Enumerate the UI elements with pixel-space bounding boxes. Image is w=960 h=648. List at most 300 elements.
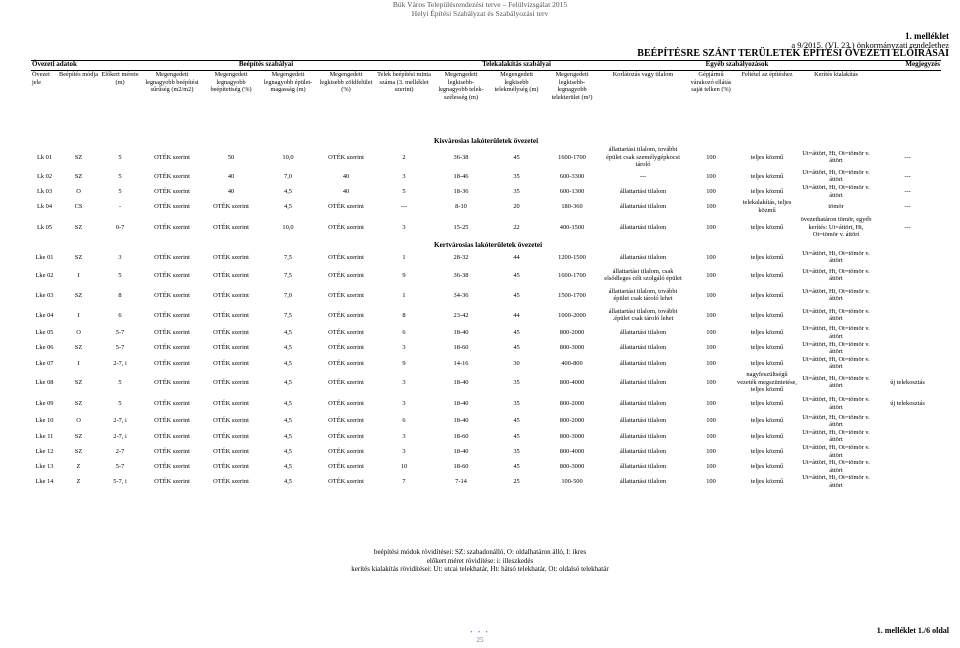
table-cell: ---: [904, 187, 911, 195]
table-cell: teljes közmű: [750, 223, 784, 231]
table-cell: teljes közmű: [750, 271, 784, 279]
group-zone-data: Övezeti adatok: [31, 61, 99, 71]
table-cell: 5-7, i: [113, 478, 127, 486]
table-cell: új telekosztás: [890, 399, 925, 407]
zone-code: Lke 06: [35, 344, 54, 352]
table-cell: 40: [227, 172, 235, 180]
table-cell: 36-38: [453, 271, 469, 279]
table-cell: OTÉK szerint: [328, 417, 364, 425]
table-cell: SZ: [74, 344, 83, 352]
table-body: [31, 137, 941, 490]
table-cell: 40: [342, 187, 350, 195]
table-cell: 4,5: [284, 417, 293, 425]
table-cell: 18-60: [453, 344, 469, 352]
group-building-rules: Beépítés szabályai: [99, 61, 433, 71]
zone-code: Lk 03: [36, 187, 53, 195]
table-cell: OTÉK szerint: [328, 329, 364, 337]
table-cell: SZ: [74, 153, 83, 161]
table-cell: 100: [706, 447, 716, 455]
table-cell: 800-4000: [559, 447, 585, 455]
table-cell: 28-32: [453, 253, 469, 261]
column-header-15: [874, 71, 941, 138]
column-header-2: Előkert mérete (m): [101, 71, 139, 86]
table-cell: ---: [904, 202, 911, 210]
group-header-row: [31, 61, 941, 71]
table-row: [31, 265, 941, 285]
table-cell: 7,5: [284, 253, 293, 261]
table-cell: 3: [402, 223, 406, 231]
table-cell: teljes közmű: [750, 153, 784, 161]
table-cell: 35: [513, 172, 520, 180]
table-cell: 800-2000: [559, 399, 585, 407]
table-cell: OTÉK szerint: [154, 223, 190, 231]
table-cell: OTÉK szerint: [328, 202, 364, 210]
zoning-table: [31, 60, 941, 490]
table-cell: 7: [402, 478, 406, 486]
column-header-12: Gépjármű várakozó ellátás saját telken (%): [690, 71, 732, 94]
legend-line: beépítési módok rövidítései: SZ: szabadonálló, O: oldalhatáron álló, I: ikres: [373, 548, 587, 556]
table-cell: O: [76, 417, 81, 425]
table-cell: 100: [706, 344, 716, 352]
table-cell: 35: [513, 447, 520, 455]
table-cell: 18-40: [453, 417, 469, 425]
table-cell: 400-1500: [559, 223, 585, 231]
table-cell: OTÉK szerint: [213, 344, 249, 352]
table-row: [31, 371, 941, 394]
table-row: [31, 146, 941, 169]
table-cell: ---: [904, 172, 911, 180]
zone-code: Lk 02: [36, 172, 53, 180]
table-cell: teljes közmű: [750, 417, 784, 425]
table-cell: Ut=áttört, Ht, Ot=tömör v. áttört: [802, 325, 870, 340]
table-cell: 14-16: [453, 359, 469, 367]
table-cell: OTÉK szerint: [328, 253, 364, 261]
table-cell: 3: [402, 344, 406, 352]
table-cell: OTÉK szerint: [213, 359, 249, 367]
table-cell: ---: [904, 223, 911, 231]
table-cell: 800-4000: [559, 378, 585, 386]
table-cell: teljes közmű: [750, 172, 784, 180]
section-spacer: [686, 137, 941, 146]
page-dots: • • •: [470, 630, 490, 636]
table-cell: 45: [513, 153, 520, 161]
table-cell: 5: [402, 187, 406, 195]
table-cell: OTÉK szerint: [154, 344, 190, 352]
table-cell: OTÉK szerint: [328, 344, 364, 352]
group-notes: Megjegyzés: [874, 61, 941, 71]
table-cell: teljes közmű: [750, 329, 784, 337]
table-cell: [874, 341, 941, 356]
table-cell: Ut=áttört, Ht, Ot=tömör v. áttört: [802, 459, 870, 474]
table-row: [31, 285, 941, 305]
table-cell: állattartási tilalom: [619, 399, 667, 407]
table-cell: teljes közmű: [750, 463, 784, 471]
table-cell: 18-40: [453, 378, 469, 386]
table-cell: 22: [513, 223, 520, 231]
column-header-6: Megengedett legkisebb zöldfelület (%): [319, 71, 373, 94]
table-cell: 100: [706, 223, 716, 231]
table-cell: OTÉK szerint: [154, 329, 190, 337]
table-cell: OTÉK szerint: [328, 463, 364, 471]
column-header-10: Megengedett legkisebb-legnagyobb telekterület (m²): [551, 71, 593, 101]
table-cell: állattartási tilalom: [619, 359, 667, 367]
table-cell: CS: [74, 202, 83, 210]
table-cell: OTÉK szerint: [154, 359, 190, 367]
table-cell: 35: [513, 378, 520, 386]
table-row: [31, 184, 941, 199]
table-cell: 44: [513, 253, 520, 261]
table-cell: teljes közmű: [750, 432, 784, 440]
table-cell: 35: [513, 187, 520, 195]
table-cell: teljes közmű: [750, 399, 784, 407]
table-cell: OTÉK szerint: [328, 291, 364, 299]
table-cell: 4,5: [284, 202, 293, 210]
table-cell: Ut=áttört, Ht, Ot=tömör v. áttört: [802, 307, 870, 323]
table-cell: teljes közmű: [750, 291, 784, 299]
zone-code: Lke 02: [35, 271, 54, 279]
document-header: [0, 0, 960, 18]
table-cell: OTÉK szerint: [328, 432, 364, 440]
table-cell: 44: [513, 311, 520, 319]
table-cell: 4,5: [284, 478, 293, 486]
table-cell: 100: [706, 202, 716, 210]
table-cell: állattartási tilalom: [619, 378, 667, 386]
table-cell: [874, 459, 941, 474]
table-cell: tömör: [828, 202, 844, 210]
column-header-8: Megengedett legkisebb-legnagyobb telek-szélesség (m): [438, 71, 484, 101]
table-cell: állattartási tilalom, további .épület csak tároló lehet: [608, 307, 678, 323]
table-row: [31, 199, 941, 214]
table-cell: OTÉK szerint: [154, 271, 190, 279]
table-cell: 45: [513, 432, 520, 440]
table-cell: állattartási tilalom: [619, 432, 667, 440]
table-cell: OTÉK szerint: [213, 447, 249, 455]
table-row: [31, 474, 941, 489]
zone-code: Lke 10: [35, 417, 54, 425]
table-row: [31, 429, 941, 444]
table-cell: 5-7: [115, 344, 125, 352]
table-cell: 2-7, i: [113, 359, 127, 367]
zone-code: Lke 01: [35, 253, 54, 261]
table-cell: 23-42: [453, 311, 469, 319]
table-cell: 3: [402, 432, 406, 440]
table-cell: Ut=áttört, Ht, Ot=tömör v. áttört: [802, 444, 870, 459]
table-cell: 2: [402, 153, 406, 161]
table-cell: Ut=áttört, Ht, Ot=tömör v. áttört: [802, 340, 870, 356]
table-cell: 100: [706, 311, 716, 319]
zone-code: Lk 05: [36, 223, 53, 231]
table-cell: OTÉK szerint: [328, 447, 364, 455]
column-header-4: Megengedett legnagyobb beépítettség (%): [210, 71, 252, 94]
table-cell: 9: [402, 359, 406, 367]
table-row: [31, 394, 941, 414]
header-line-2: Helyi Építési Szabályzat és Szabályozási terv: [411, 9, 549, 18]
table-cell: I: [77, 271, 80, 279]
table-cell: 600-3300: [559, 172, 585, 180]
table-cell: ---: [904, 153, 911, 161]
table-cell: 36-38: [453, 153, 469, 161]
table-cell: 4,5: [284, 187, 293, 195]
table-cell: 100: [706, 478, 716, 486]
table-cell: 50: [227, 153, 235, 161]
table-cell: OTÉK szerint: [328, 359, 364, 367]
table-cell: 34-36: [453, 291, 469, 299]
table-cell: OTÉK szerint: [213, 378, 249, 386]
table-cell: I: [77, 311, 80, 319]
table-cell: [874, 429, 941, 444]
table-cell: Ut=áttört, Ht, Ot=tömör v. áttört: [802, 428, 870, 444]
table-cell: állattartási tilalom, további épület csak tároló lehet: [608, 287, 678, 303]
zone-code: Lke 09: [35, 399, 54, 407]
table-cell: 3: [402, 378, 406, 386]
table-cell: 7,0: [284, 172, 293, 180]
header-line-1: Bük Város Településrendezési terve – Felülvizsgálat 2015: [392, 0, 568, 9]
table-cell: állattartási tilalom: [619, 329, 667, 337]
table-cell: 30: [513, 359, 520, 367]
table-cell: -: [118, 202, 122, 210]
table-cell: új telekosztás: [890, 378, 925, 386]
table-cell: 45: [513, 463, 520, 471]
table-cell: 1200-1500: [558, 253, 586, 261]
column-header-14: Kerítés kialakítás: [814, 71, 858, 78]
table-cell: OTÉK szerint: [154, 478, 190, 486]
group-other-rules: Egyéb szabályozások: [600, 61, 874, 71]
table-cell: 5: [118, 399, 122, 407]
table-cell: I: [77, 359, 80, 367]
annex-label: 1. melléklet: [905, 31, 949, 41]
table-cell: 4,5: [284, 432, 293, 440]
table-row: [31, 169, 941, 184]
table-cell: 100: [706, 172, 716, 180]
column-header-3: Megengedett legnagyobb beépítési sűrűség (m2/m2): [145, 71, 199, 94]
table-cell: OTÉK szerint: [328, 223, 364, 231]
table-cell: OTÉK szerint: [154, 447, 190, 455]
table-cell: 800-3000: [559, 432, 585, 440]
table-cell: 5: [118, 271, 122, 279]
table-cell: 0-7: [115, 223, 125, 231]
table-cell: OTÉK szerint: [213, 399, 249, 407]
table-cell: 800-3000: [559, 463, 585, 471]
table-cell: teljes közmű: [750, 187, 784, 195]
table-cell: OTÉK szerint: [154, 399, 190, 407]
table-cell: Z: [76, 478, 81, 486]
table-cell: 18-36: [453, 187, 469, 195]
table-cell: OTÉK szerint: [213, 253, 249, 261]
table-cell: Ut=áttört, Ht, Ot=tömör v. áttört: [802, 183, 870, 199]
table-cell: állattartási tilalom: [619, 447, 667, 455]
table-cell: teljes közmű: [750, 311, 784, 319]
table-cell: SZ: [74, 253, 83, 261]
table-cell: 10,0: [282, 223, 294, 231]
table-cell: 6: [402, 329, 406, 337]
table-cell: 20: [513, 202, 520, 210]
table-row: [31, 214, 941, 240]
section-spacer: [31, 240, 433, 249]
zone-code: Lke 04: [35, 311, 54, 319]
table-cell: 4,5: [284, 378, 293, 386]
table-row: [31, 325, 941, 340]
table-cell: [874, 444, 941, 459]
table-cell: 100: [706, 253, 716, 261]
table-cell: állattartási tilalom: [619, 478, 667, 486]
table-cell: [874, 414, 941, 429]
table-cell: teljes közmű: [750, 253, 784, 261]
table-cell: SZ: [74, 291, 83, 299]
table-cell: 45: [513, 417, 520, 425]
table-cell: teljes közmű: [750, 447, 784, 455]
table-cell: OTÉK szerint: [213, 417, 249, 425]
table-cell: 100: [706, 153, 716, 161]
table-cell: 100: [706, 463, 716, 471]
table-cell: 100: [706, 378, 716, 386]
table-cell: 4,5: [284, 399, 293, 407]
table-cell: OTÉK szerint: [154, 291, 190, 299]
table-row: [31, 444, 941, 459]
column-header-13: Feltétel az építéshez: [741, 71, 793, 78]
table-cell: SZ: [74, 172, 83, 180]
table-cell: 45: [513, 271, 520, 279]
table-cell: OTÉK szerint: [328, 311, 364, 319]
table-cell: OTÉK szerint: [154, 432, 190, 440]
table-cell: 4,5: [284, 329, 293, 337]
table-cell: 18-60: [453, 432, 469, 440]
section-header: [31, 137, 941, 146]
table-cell: 45: [513, 344, 520, 352]
zone-code: Lke 13: [35, 463, 54, 471]
table-cell: állattartási tilalom: [619, 187, 667, 195]
table-cell: 1500-1700: [558, 291, 586, 299]
column-header-5: Megengedett legnagyobb épület-magasság (m): [263, 71, 313, 94]
table-cell: 180-360: [561, 202, 583, 210]
table-cell: OTÉK szerint: [328, 271, 364, 279]
table-cell: 5: [118, 172, 122, 180]
section-title: Kertvárosias lakóterületek övezetei: [434, 240, 543, 249]
table-cell: 100-500: [561, 478, 583, 486]
table-cell: állattartási tilalom: [619, 463, 667, 471]
table-cell: SZ: [74, 432, 83, 440]
table-cell: Z: [76, 463, 81, 471]
abbreviation-legend: [0, 548, 960, 574]
table-row: [31, 305, 941, 325]
table-cell: [874, 356, 941, 371]
table-cell: OTÉK szerint: [154, 417, 190, 425]
group-plot-rules: Telekalakítás szabályai: [433, 61, 600, 71]
table-cell: 6: [118, 311, 122, 319]
table-cell: állattartási tilalom: [619, 253, 667, 261]
table-cell: 100: [706, 329, 716, 337]
table-cell: 4,5: [284, 463, 293, 471]
table-cell: OTÉK szerint: [213, 223, 249, 231]
table-cell: SZ: [74, 378, 83, 386]
zone-code: Lk 01: [36, 153, 53, 161]
table-cell: O: [76, 329, 81, 337]
table-cell: OTÉK szerint: [213, 271, 249, 279]
table-cell: állattartási tilalom, csak elsődleges célt szolgáló épület: [604, 267, 682, 283]
table-cell: OTÉK szerint: [154, 202, 190, 210]
table-cell: 5: [118, 187, 122, 195]
column-header-row: [31, 71, 941, 138]
table-cell: teljes közmű: [750, 344, 784, 352]
table-cell: 100: [706, 399, 716, 407]
table-cell: 4,5: [284, 359, 293, 367]
table-cell: 1: [402, 291, 406, 299]
table-cell: SZ: [74, 399, 83, 407]
table-cell: 2-7, i: [113, 417, 127, 425]
table-cell: OTÉK szerint: [213, 291, 249, 299]
table-cell: ---: [639, 172, 647, 180]
zone-code: Lke 12: [35, 447, 54, 455]
table-cell: 5-7: [115, 329, 125, 337]
table-cell: OTÉK szerint: [213, 202, 249, 210]
column-header-7: Telek beépítési minta száma (3. melléklet szerint): [377, 71, 431, 94]
table-cell: 8: [118, 291, 122, 299]
table-cell: 100: [706, 271, 716, 279]
table-cell: OTÉK szerint: [154, 463, 190, 471]
table-cell: 1600-1700: [558, 153, 586, 161]
table-cell: 1: [402, 253, 406, 261]
table-cell: 100: [706, 432, 716, 440]
table-cell: [874, 249, 941, 265]
table-cell: 3: [402, 172, 406, 180]
table-cell: 18-60: [453, 463, 469, 471]
table-cell: 2-7, i: [113, 432, 127, 440]
table-cell: teljes közmű: [750, 478, 784, 486]
table-row: [31, 249, 941, 265]
table-cell: [874, 325, 941, 340]
legend-line: kerítés kialakítás rövidítései: Ut: utcai telekhatár, Ht: hátsó telekhatár, Ot: oldalsó telekhatár: [351, 565, 609, 573]
table-cell: 45: [513, 291, 520, 299]
column-header-11: Korlátozás vagy tilalom: [612, 71, 674, 78]
table-cell: 1600-1700: [558, 271, 586, 279]
table-cell: telekalakítás, teljes közmű: [742, 199, 792, 214]
table-cell: [874, 474, 941, 489]
table-cell: nagyfeszültségű vezeték megszüntetése, teljes közmű: [737, 370, 797, 394]
table-cell: állattartási tilalom: [619, 417, 667, 425]
table-row: [31, 341, 941, 356]
table-cell: 18-40: [453, 399, 469, 407]
table-cell: 2-7: [115, 447, 125, 455]
table-cell: övezethatáron tömör, egyéb kerítés: Ut=áttört, Ht, Ot=tömör v. áttört: [800, 215, 872, 239]
table-cell: 15-25: [453, 223, 469, 231]
table-cell: 4,5: [284, 344, 293, 352]
table-cell: 7,5: [284, 271, 293, 279]
table-cell: állattartási tilalom: [619, 202, 667, 210]
table-cell: OTÉK szerint: [328, 399, 364, 407]
table-cell: OTÉK szerint: [213, 478, 249, 486]
table-cell: OTÉK szerint: [154, 378, 190, 386]
table-cell: [874, 285, 941, 305]
table-cell: 18-46: [453, 172, 469, 180]
section-title: Kisvárosias lakóterületek övezetei: [434, 137, 539, 146]
table-cell: 10: [400, 463, 408, 471]
table-cell: állattartási tilalom: [619, 344, 667, 352]
table-cell: O: [76, 187, 81, 195]
decree-reference: a 9/2015. (VI. 23.) önkormányzati rendelethez: [791, 40, 949, 50]
zone-code: Lke 11: [35, 432, 54, 440]
zone-code: Lke 07: [35, 359, 54, 367]
table-cell: 18-40: [453, 329, 469, 337]
table-cell: Ut=áttört, Ht, Ot=tömör v. áttört: [802, 149, 870, 165]
table-row: [31, 459, 941, 474]
page-number: 25: [476, 636, 484, 644]
table-cell: Ut=áttört, Ht, Ot=tömör v. áttört: [802, 168, 870, 184]
table-cell: 8: [402, 311, 406, 319]
table-row: [31, 414, 941, 429]
table-cell: OTÉK szerint: [154, 172, 190, 180]
table-cell: 100: [706, 417, 716, 425]
table-cell: 100: [706, 187, 716, 195]
section-spacer: [31, 137, 433, 146]
